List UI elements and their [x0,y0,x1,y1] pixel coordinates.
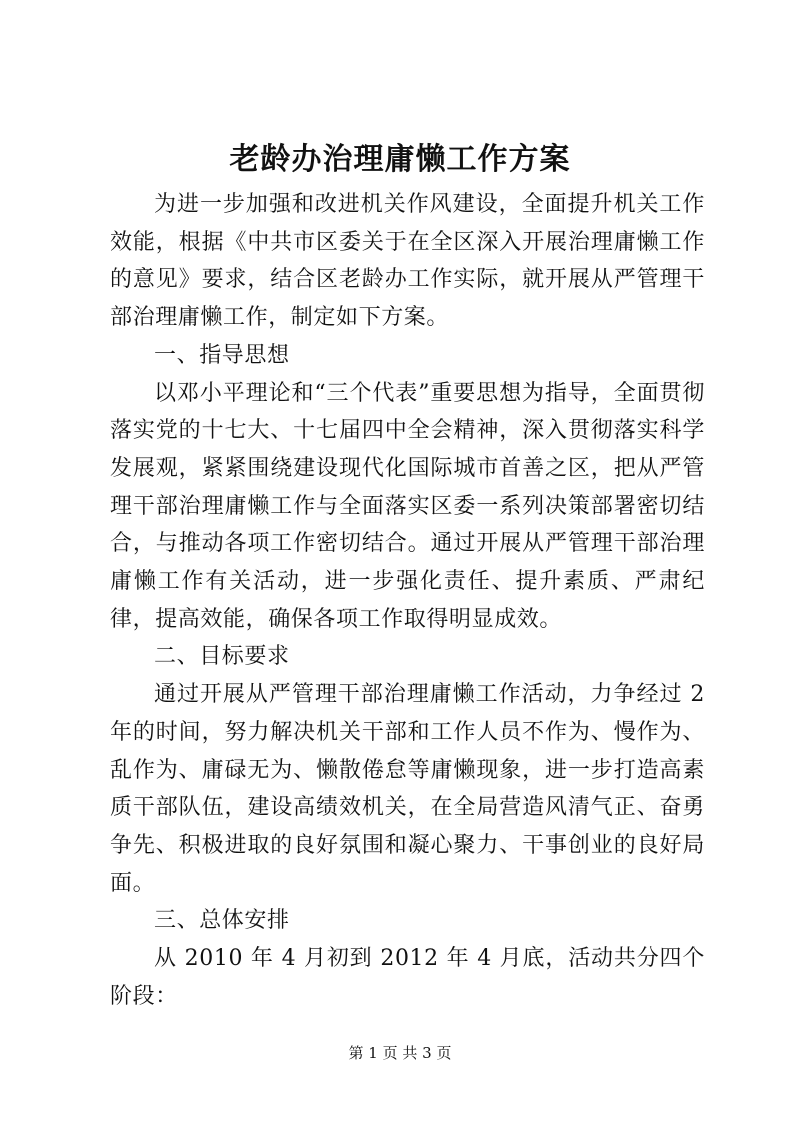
document-body [110,186,705,1015]
section-paragraph-overall-arrangement: 从 2010 年 4 月初到 2012 年 4 月底，活动共分四个阶段： [110,946,705,1009]
section-heading-guiding-ideology: 一、指导思想 [154,342,290,368]
page-footer: 第 1 页 共 3 页 [348,1044,452,1062]
section-heading-objectives: 二、目标要求 [154,644,290,670]
section-paragraph-guiding-ideology: 以邓小平理论和“三个代表”重要思想为指导，全面贯彻落实党的十七大、十七届四中全会精神，深入贯彻落实科学发展观，紧紧围绕建设现代化国际城市首善之区，把从严管理干部治理庸懒工作与全面落实区委一系列决策部署密切结合，与推动各项工作密切结合。通过开展从严管理干部治理庸懒工作有关活动，进一步强化责任、提升素质、严肃纪律，提高效能，确保各项工作取得明显成效。 [110,380,705,632]
section-heading-overall-arrangement: 三、总体安排 [154,908,290,934]
section-paragraph-objectives: 通过开展从严管理干部治理庸懒工作活动，力争经过 2 年的时间，努力解决机关干部和工作人员不作为、慢作为、乱作为、庸碌无为、懒散倦怠等庸懒现象，进一步打造高素质干部队伍，建设高绩效机关，在全局营造风清气正、奋勇争先、积极进取的良好氛围和凝心聚力、干事创业的良好局面。 [110,682,705,896]
document-title: 老龄办治理庸懒工作方案 [229,142,571,177]
intro-paragraph: 为进一步加强和改进机关作风建设，全面提升机关工作效能，根据《中共市区委关于在全区深入开展治理庸懒工作的意见》要求，结合区老龄办工作实际，就开展从严管理干部治理庸懒工作，制定如下方案。 [110,192,705,331]
